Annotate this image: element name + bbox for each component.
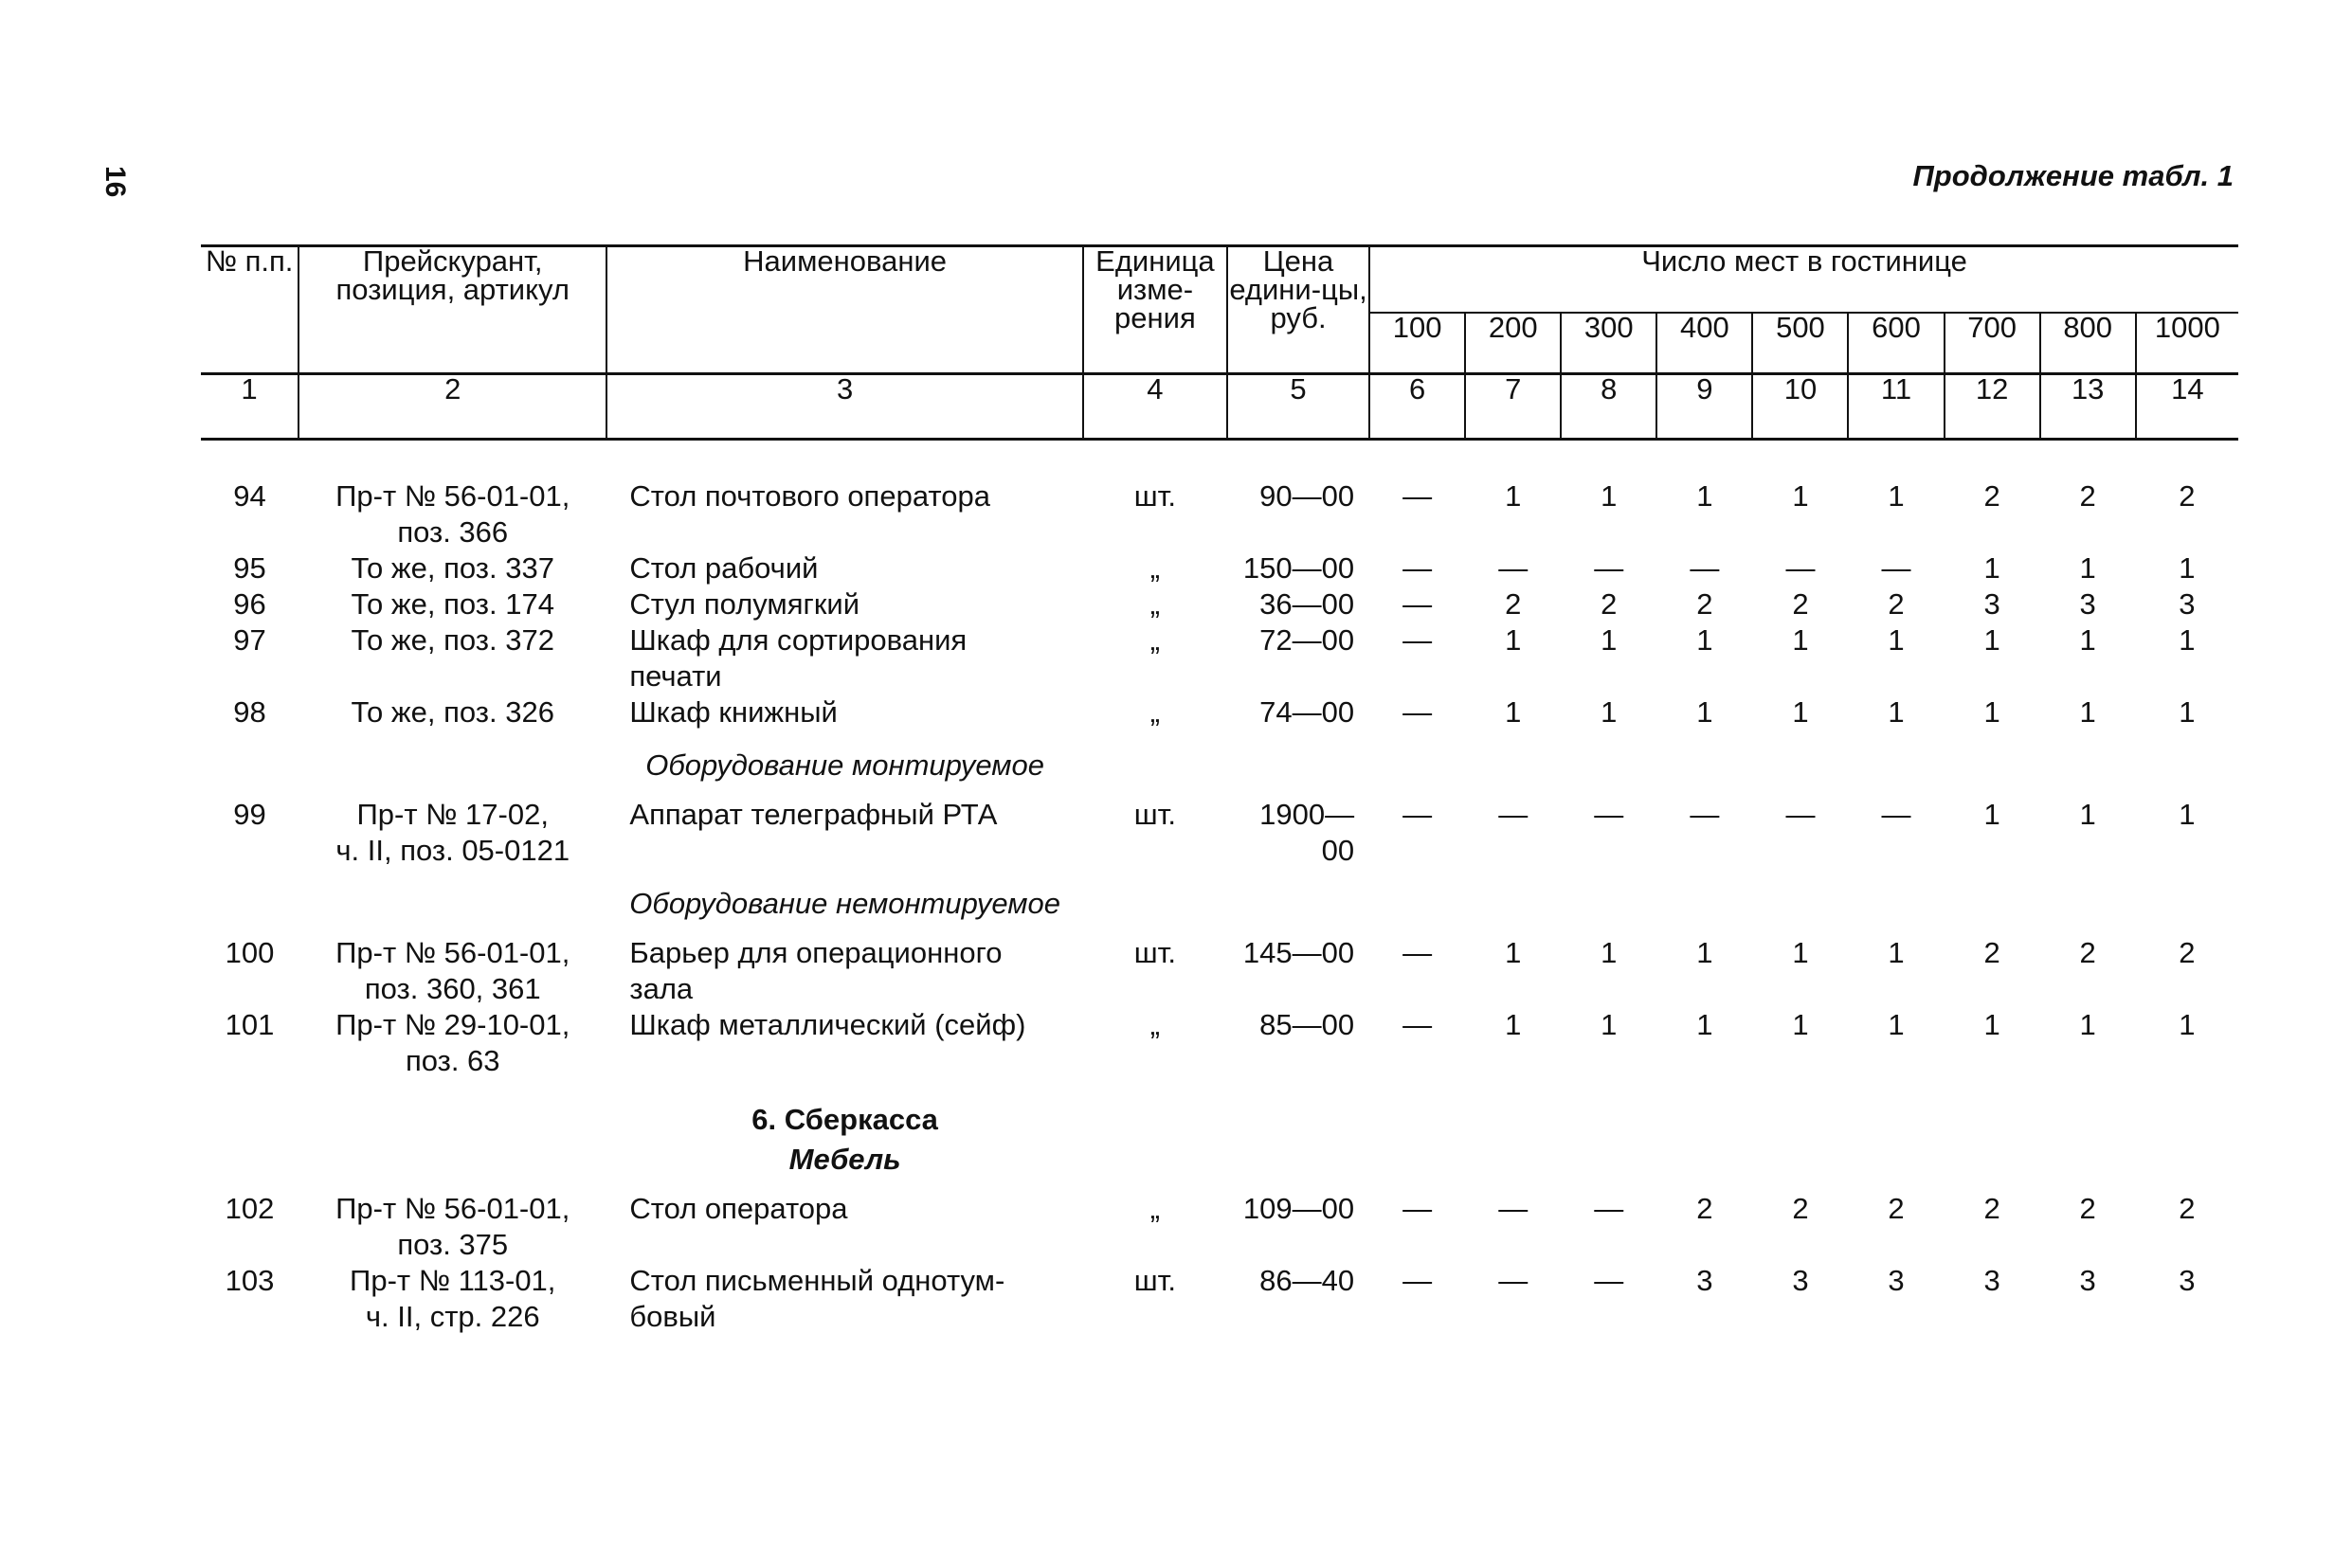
row-quantity-700: 1 bbox=[1983, 1008, 2000, 1041]
row-quantity-600: — bbox=[1881, 798, 1911, 831]
row-price: 109—00 bbox=[1242, 1192, 1355, 1225]
section-title-text: Оборудование монтируемое bbox=[645, 748, 1044, 782]
row-quantity-400: 2 bbox=[1696, 1192, 1713, 1225]
row-quantity-700: 2 bbox=[1983, 1192, 2000, 1225]
row-quantity-800: 1 bbox=[2079, 623, 2096, 657]
column-number-2: 2 bbox=[299, 374, 606, 440]
row-quantity-600: 2 bbox=[1888, 587, 1905, 621]
row-quantity-200: 1 bbox=[1505, 479, 1522, 513]
row-pricelist-ref: Пр-т № 56-01-01, поз. 375 bbox=[335, 1192, 570, 1261]
table-row bbox=[201, 1263, 2238, 1335]
header-pricelist: Прейскурант, позиция, артикул bbox=[299, 246, 606, 374]
row-quantity-400: 1 bbox=[1696, 479, 1713, 513]
column-number-12: 12 bbox=[1945, 374, 2040, 440]
row-quantity-1000: 1 bbox=[2179, 695, 2196, 729]
row-quantity-100: — bbox=[1402, 1008, 1433, 1041]
row-number: 95 bbox=[233, 551, 266, 585]
row-pricelist-ref: Пр-т № 56-01-01, поз. 366 bbox=[335, 479, 570, 549]
table-header bbox=[201, 246, 2238, 440]
row-quantity-200: — bbox=[1498, 1192, 1529, 1225]
row-quantity-500: 3 bbox=[1792, 1264, 1809, 1297]
row-unit: „ bbox=[1149, 551, 1161, 585]
row-quantity-800: 3 bbox=[2079, 587, 2096, 621]
row-quantity-1000: 2 bbox=[2179, 479, 2196, 513]
table-row bbox=[201, 478, 2238, 550]
section-spacer bbox=[201, 869, 606, 935]
row-quantity-1000: 2 bbox=[2179, 936, 2196, 969]
column-number-10: 10 bbox=[1752, 374, 1848, 440]
equipment-table bbox=[201, 244, 2238, 1335]
table-row bbox=[201, 550, 2238, 586]
row-quantity-100: — bbox=[1402, 798, 1433, 831]
row-quantity-400: 1 bbox=[1696, 1008, 1713, 1041]
row-quantity-1000: 2 bbox=[2179, 1192, 2196, 1225]
column-number-1: 1 bbox=[201, 374, 299, 440]
row-quantity-500: 1 bbox=[1792, 936, 1809, 969]
column-number-8: 8 bbox=[1561, 374, 1656, 440]
row-quantity-800: 1 bbox=[2079, 695, 2096, 729]
row-quantity-700: 3 bbox=[1983, 1264, 2000, 1297]
row-pricelist-ref: Пр-т № 113-01, ч. II, стр. 226 bbox=[350, 1264, 556, 1333]
row-quantity-200: — bbox=[1498, 798, 1529, 831]
header-places-200: 200 bbox=[1465, 313, 1561, 374]
row-pricelist-ref: Пр-т № 56-01-01, поз. 360, 361 bbox=[335, 936, 570, 1005]
row-quantity-500: — bbox=[1785, 551, 1816, 585]
row-price: 90—00 bbox=[1259, 479, 1355, 513]
row-item-name: Шкаф книжный bbox=[629, 695, 838, 729]
row-quantity-100: — bbox=[1402, 551, 1433, 585]
row-quantity-600: 1 bbox=[1888, 695, 1905, 729]
row-price: 1900—00 bbox=[1259, 798, 1355, 867]
row-unit: шт. bbox=[1133, 479, 1177, 513]
section-title-text: Оборудование немонтируемое bbox=[629, 887, 1060, 920]
row-quantity-1000: 3 bbox=[2179, 1264, 2196, 1297]
row-quantity-800: 3 bbox=[2079, 1264, 2096, 1297]
section-heading bbox=[201, 730, 2238, 797]
row-number: 102 bbox=[225, 1192, 275, 1225]
table-row bbox=[201, 622, 2238, 694]
row-unit: „ bbox=[1149, 695, 1161, 729]
row-quantity-400: 1 bbox=[1696, 936, 1713, 969]
column-number-5: 5 bbox=[1227, 374, 1369, 440]
section-spacer bbox=[1083, 869, 2238, 935]
page-number: 16 bbox=[100, 166, 131, 198]
table-row bbox=[201, 694, 2238, 730]
table-row bbox=[201, 1007, 2238, 1079]
row-pricelist-ref: То же, поз. 326 bbox=[351, 695, 554, 729]
row-quantity-700: 1 bbox=[1983, 695, 2000, 729]
row-quantity-800: 1 bbox=[2079, 551, 2096, 585]
row-quantity-200: 2 bbox=[1505, 587, 1522, 621]
row-pricelist-ref: То же, поз. 337 bbox=[351, 551, 554, 585]
row-quantity-1000: 1 bbox=[2179, 1008, 2196, 1041]
row-quantity-1000: 1 bbox=[2179, 623, 2196, 657]
row-quantity-600: 2 bbox=[1888, 1192, 1905, 1225]
header-places-group: Число мест в гостинице bbox=[1369, 246, 2238, 314]
row-quantity-700: 2 bbox=[1983, 936, 2000, 969]
row-quantity-200: 1 bbox=[1505, 623, 1522, 657]
section-subtitle bbox=[201, 1142, 2238, 1191]
row-quantity-300: — bbox=[1594, 551, 1624, 585]
header-places-800: 800 bbox=[2040, 313, 2136, 374]
section-spacer bbox=[1083, 1142, 2238, 1191]
row-unit: „ bbox=[1149, 1192, 1161, 1225]
section-spacer bbox=[1083, 1079, 2238, 1142]
row-quantity-100: — bbox=[1402, 1264, 1433, 1297]
row-quantity-500: — bbox=[1785, 798, 1816, 831]
row-item-name: Стул полумягкий bbox=[629, 587, 860, 621]
row-pricelist-ref: То же, поз. 372 bbox=[351, 623, 554, 657]
row-quantity-1000: 1 bbox=[2179, 551, 2196, 585]
header-places-400: 400 bbox=[1656, 313, 1752, 374]
row-price: 36—00 bbox=[1259, 587, 1355, 621]
header-places-1000: 1000 bbox=[2136, 313, 2238, 374]
column-number-3: 3 bbox=[606, 374, 1082, 440]
row-unit: шт. bbox=[1133, 936, 1177, 969]
row-quantity-300: 2 bbox=[1601, 587, 1618, 621]
row-quantity-400: — bbox=[1690, 551, 1720, 585]
row-quantity-500: 1 bbox=[1792, 623, 1809, 657]
row-quantity-300: 1 bbox=[1601, 936, 1618, 969]
row-quantity-100: — bbox=[1402, 936, 1433, 969]
section-spacer bbox=[201, 730, 606, 797]
row-quantity-200: 1 bbox=[1505, 1008, 1522, 1041]
row-quantity-100: — bbox=[1402, 695, 1433, 729]
row-number: 100 bbox=[225, 936, 275, 969]
row-item-name: Шкаф металлический (сейф) bbox=[629, 1008, 1026, 1041]
row-quantity-100: — bbox=[1402, 623, 1433, 657]
table-row bbox=[201, 1191, 2238, 1263]
row-quantity-800: 2 bbox=[2079, 479, 2096, 513]
row-number: 99 bbox=[233, 798, 266, 831]
row-pricelist-ref: Пр-т № 29-10-01, поз. 63 bbox=[335, 1008, 570, 1077]
row-quantity-500: 2 bbox=[1792, 1192, 1809, 1225]
section-title-text: 6. Сберкасса bbox=[751, 1103, 938, 1136]
header-no: № п.п. bbox=[201, 246, 299, 374]
row-quantity-600: 1 bbox=[1888, 1008, 1905, 1041]
row-number: 101 bbox=[225, 1008, 275, 1041]
column-number-13: 13 bbox=[2040, 374, 2136, 440]
section-heading bbox=[201, 869, 2238, 935]
row-quantity-300: 1 bbox=[1601, 695, 1618, 729]
row-unit: „ bbox=[1149, 1008, 1161, 1041]
row-item-name: Аппарат телеграфный РТА bbox=[629, 798, 998, 831]
row-unit: шт. bbox=[1133, 798, 1177, 831]
row-item-name: Стол рабочий bbox=[629, 551, 819, 585]
row-item-name: Стол оператора bbox=[629, 1192, 848, 1225]
row-quantity-300: 1 bbox=[1601, 623, 1618, 657]
row-quantity-400: 2 bbox=[1696, 587, 1713, 621]
column-number-4: 4 bbox=[1083, 374, 1227, 440]
header-places-600: 600 bbox=[1848, 313, 1944, 374]
row-quantity-500: 1 bbox=[1792, 479, 1809, 513]
header-places-700: 700 bbox=[1945, 313, 2040, 374]
table-continuation-label: Продолжение табл. 1 bbox=[1912, 159, 2234, 192]
row-quantity-300: — bbox=[1594, 1192, 1624, 1225]
row-quantity-700: 1 bbox=[1983, 798, 2000, 831]
row-quantity-600: 1 bbox=[1888, 479, 1905, 513]
row-quantity-200: 1 bbox=[1505, 695, 1522, 729]
row-number: 103 bbox=[225, 1264, 275, 1297]
row-quantity-1000: 3 bbox=[2179, 587, 2196, 621]
header-name: Наименование bbox=[606, 246, 1082, 374]
header-price: Цена едини-цы, руб. bbox=[1227, 246, 1369, 374]
row-price: 85—00 bbox=[1259, 1008, 1355, 1041]
row-quantity-600: 3 bbox=[1888, 1264, 1905, 1297]
row-price: 86—40 bbox=[1259, 1264, 1355, 1297]
row-quantity-400: 3 bbox=[1696, 1264, 1713, 1297]
table-row bbox=[201, 935, 2238, 1007]
row-quantity-100: — bbox=[1402, 479, 1433, 513]
header-column-numbers bbox=[201, 374, 2238, 440]
row-quantity-800: 2 bbox=[2079, 1192, 2096, 1225]
row-quantity-400: — bbox=[1690, 798, 1720, 831]
row-price: 145—00 bbox=[1242, 936, 1355, 969]
row-quantity-500: 2 bbox=[1792, 587, 1809, 621]
row-quantity-600: — bbox=[1881, 551, 1911, 585]
section-spacer bbox=[201, 1079, 606, 1142]
row-number: 96 bbox=[233, 587, 266, 621]
row-quantity-800: 1 bbox=[2079, 798, 2096, 831]
section-spacer bbox=[1083, 730, 2238, 797]
column-number-6: 6 bbox=[1369, 374, 1465, 440]
row-quantity-200: — bbox=[1498, 551, 1529, 585]
header-places-300: 300 bbox=[1561, 313, 1656, 374]
row-quantity-300: 1 bbox=[1601, 1008, 1618, 1041]
row-quantity-600: 1 bbox=[1888, 936, 1905, 969]
row-quantity-500: 1 bbox=[1792, 1008, 1809, 1041]
row-number: 94 bbox=[233, 479, 266, 513]
section-title-text: Мебель bbox=[788, 1143, 901, 1176]
row-price: 74—00 bbox=[1259, 695, 1355, 729]
column-number-14: 14 bbox=[2136, 374, 2238, 440]
row-quantity-500: 1 bbox=[1792, 695, 1809, 729]
column-number-9: 9 bbox=[1656, 374, 1752, 440]
header-unit: Единица изме-рения bbox=[1083, 246, 1227, 374]
row-quantity-800: 1 bbox=[2079, 1008, 2096, 1041]
table-row bbox=[201, 586, 2238, 622]
row-quantity-400: 1 bbox=[1696, 695, 1713, 729]
row-unit: „ bbox=[1149, 587, 1161, 621]
column-number-11: 11 bbox=[1848, 374, 1944, 440]
row-quantity-100: — bbox=[1402, 1192, 1433, 1225]
row-item-name: Шкаф для сортирования печати bbox=[629, 623, 968, 693]
row-quantity-300: 1 bbox=[1601, 479, 1618, 513]
row-quantity-800: 2 bbox=[2079, 936, 2096, 969]
section-title bbox=[201, 1079, 2238, 1142]
row-number: 98 bbox=[233, 695, 266, 729]
row-quantity-700: 1 bbox=[1983, 551, 2000, 585]
row-quantity-400: 1 bbox=[1696, 623, 1713, 657]
row-item-name: Стол письменный однотум- бовый bbox=[629, 1264, 1005, 1333]
section-spacer bbox=[201, 1142, 606, 1191]
row-quantity-600: 1 bbox=[1888, 623, 1905, 657]
table-body bbox=[201, 440, 2238, 1336]
row-quantity-200: 1 bbox=[1505, 936, 1522, 969]
header-places-100: 100 bbox=[1369, 313, 1465, 374]
column-number-7: 7 bbox=[1465, 374, 1561, 440]
row-quantity-700: 2 bbox=[1983, 479, 2000, 513]
row-quantity-1000: 1 bbox=[2179, 798, 2196, 831]
row-quantity-300: — bbox=[1594, 798, 1624, 831]
row-quantity-200: — bbox=[1498, 1264, 1529, 1297]
row-pricelist-ref: Пр-т № 17-02, ч. II, поз. 05-0121 bbox=[335, 798, 570, 867]
row-price: 150—00 bbox=[1242, 551, 1355, 585]
row-quantity-700: 3 bbox=[1983, 587, 2000, 621]
row-unit: шт. bbox=[1133, 1264, 1177, 1297]
table-row bbox=[201, 797, 2238, 869]
row-quantity-100: — bbox=[1402, 587, 1433, 621]
row-item-name: Барьер для операционного зала bbox=[629, 936, 1003, 1005]
row-item-name: Стол почтового оператора bbox=[629, 479, 990, 513]
row-unit: „ bbox=[1149, 623, 1161, 657]
row-quantity-700: 1 bbox=[1983, 623, 2000, 657]
row-quantity-300: — bbox=[1594, 1264, 1624, 1297]
header-places-500: 500 bbox=[1752, 313, 1848, 374]
row-price: 72—00 bbox=[1259, 623, 1355, 657]
row-number: 97 bbox=[233, 623, 266, 657]
row-pricelist-ref: То же, поз. 174 bbox=[351, 587, 554, 621]
